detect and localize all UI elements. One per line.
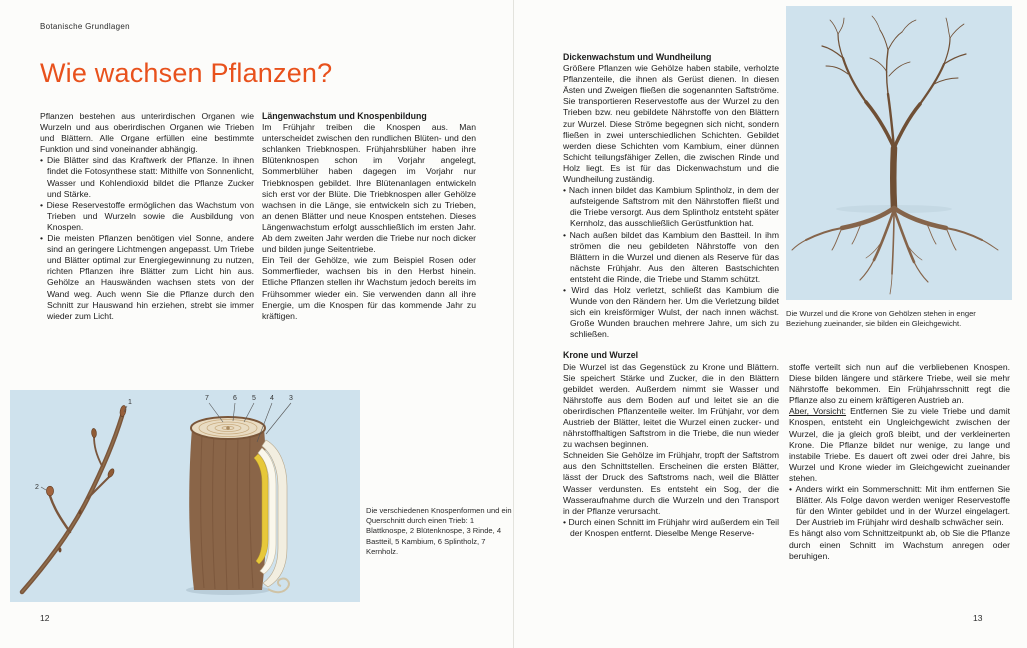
tree-branch: [889, 62, 910, 76]
diagram-number-1: 1: [128, 399, 132, 406]
rootlet: [832, 228, 842, 250]
tree-branch: [944, 38, 950, 64]
paragraph: Größere Pflanzen wie Gehölze haben stabile, verholzte Pflanzenteile, die ihnen als Gerüst dienen. In diesen Ästen und Zweigen fließen die sogenannten Saftströme. Sie transportieren Reservestoffe aus der Wurzel zu den Trieben bzw. neu gebildete Nährstoffe von den Blättern zur Wurzel. Diese Ströme begegnen sich nicht, sondern fließen in zwei unterschiedlichen Schichten. Gebildet werden diese Schichten vom Kambium, einer dünnen Schicht teilungsfähiger Zellen, die zwischen Rinde und Holz liegt. Es ist für das Dickenwachstum und die Wundheilung zuständig.: [563, 63, 779, 185]
intro-paragraph: Pflanzen bestehen aus unterirdischen Organen wie Wurzeln und aus oberirdischen Organen wie Trieben und Blättern. Alle Organe erfüllen eine bestimmte Funktion und sind voneinander abhängig.: [40, 111, 254, 155]
paragraph: Es hängt also vom Schnittzeitpunkt ab, ob Sie die Pflanze durch einen Schnitt im Wachstum anregen oder beruhigen.: [789, 528, 1010, 561]
twig-highlight: [22, 416, 122, 592]
paragraph: Schneiden Sie Gehölze im Frühjahr, tropft der Saftstrom aus den Schnittstellen. Erscheinen die ersten Blätter, lässt der Druck des Saftstroms nach, weil die Blätter Wasser verdunsten. Es entsteht ein Sog, der die Wasseraufnahme durch die Wurzeln und den Transport in der Pflanze verursacht.: [563, 450, 779, 516]
left-page-column-2: [262, 111, 476, 322]
twig-stem: [22, 416, 122, 592]
diagram-number-2: 2: [35, 484, 39, 491]
section-header: Botanische Grundlagen: [40, 22, 130, 31]
paragraph: Die Wurzel ist das Gegenstück zu Krone und Blättern. Sie speichert Stärke und Zucker, die in den Blättern gebildet werden. Außerdem nimmt sie Wasser und Nährstoffe aus dem Boden auf und leitet sie an die oberirdischen Pflanzenteile weiter. Im Frühjahr, vor dem Austrieb der Blätter, leitet die Wurzel einen zucker- und nährstoffhaltigen Saftstrom in die Triebe, die nun wieder zu wachsen beginnen.: [563, 361, 779, 450]
twig-with-buds-illustration: [22, 399, 132, 592]
tree-branch: [870, 58, 887, 72]
tree-with-roots-illustration: [786, 6, 1012, 300]
tree-trunk: [893, 148, 894, 208]
subheading: Längenwachstum und Knospenbildung: [262, 111, 427, 121]
bullet-item: • Anders wirkt ein Sommerschnitt: Mit ihm entfernen Sie Blätter. Als Folge davon werden weniger Reservestoffe für den Winter gebildet und in der Wurzel eingelagert. Der Austrieb im Frühjahr wird deshalb schwächer sein.: [789, 484, 1010, 528]
root: [890, 274, 892, 294]
leaf-bud: [107, 468, 116, 478]
bud-scale: [79, 510, 82, 515]
tree-branch: [826, 66, 848, 74]
twig-and-trunk-illustration: [10, 390, 360, 602]
tree-branch: [894, 104, 920, 148]
root: [892, 210, 894, 274]
paragraph: Im Frühjahr treiben die Knospen aus. Man unterscheidet zwischen den rundlichen Blüten- und den schlanken Triebknospen. Frühjahrsblüher haben ihre Blütenknospen schon im Vorjahr angelegt, Sommerblüher haben dagegen im Vorjahr nur Triebknospen gebildet. Ihre Blütenanlagen entwickeln sich erst vor der Blüte. Die Triebknospen aller Gehölze wachsen in die Länge, sie entwickeln sich zu Trieben, an denen Blätter und neue Knospen entstehen. Dieses Längenwachstum erfolgt ausschließlich im ersten Jahr. Ab dem zweiten Jahr werden die Triebe nur noch dicker und bilden junge Seitentriebe.: [262, 122, 476, 255]
tree-branch: [880, 30, 888, 50]
emphasis-underlined: Aber, Vorsicht:: [789, 406, 847, 417]
diagram-number-5: 5: [252, 395, 256, 402]
page-number-right: 13: [973, 613, 983, 623]
heartwood-center: [226, 426, 230, 430]
root: [914, 262, 928, 282]
tree-branch: [920, 64, 944, 104]
tree-twig: [902, 20, 916, 32]
root: [792, 240, 806, 250]
left-page-column-1: [40, 111, 254, 322]
diagram-number-4: 4: [270, 395, 274, 402]
diagram-number-7: 7: [205, 395, 209, 402]
trunk-cross-section-illustration: [186, 417, 289, 595]
paragraph: stoffe verteilt sich nun auf die verbliebenen Knospen. Diese bilden längere und stärkere Triebe, weil sie mehr Nährstoffe bekommen. Ein Frühjahrsschnitt regt die Pflanze also zu einem kräftigeren Austrieb an.: [789, 362, 1010, 406]
tree-twig: [950, 24, 964, 38]
label-leader-line: [41, 487, 46, 490]
tree-twig: [946, 18, 950, 38]
tree-crown: [822, 16, 966, 208]
tree-with-roots-illustration-panel: [786, 6, 1012, 300]
tree-twig: [872, 16, 880, 30]
paragraph: [789, 406, 1010, 484]
leaf-bud: [91, 428, 97, 438]
bullet-item: • Durch einen Schnitt im Frühjahr wird außerdem ein Teil der Knospen entfernt. Dieselbe Menge Reserve-: [563, 517, 779, 539]
bud-scale: [59, 548, 62, 553]
bullet-item: • Nach innen bildet das Kambium Splintholz, in dem der aufsteigende Saftstrom mit den Nährstoffen fließt und die Triebe versorgt. Aus dem Splintholz entsteht später Kernholz, das ausschließlich Gerüstfunktion hat.: [563, 185, 779, 229]
tree-branch: [843, 58, 866, 102]
page-number-left: 12: [40, 613, 50, 623]
twig-side-shoot: [94, 436, 102, 466]
twig-and-trunk-illustration-panel: [10, 390, 360, 602]
paragraph-text: Entfernen Sie zu viele Triebe und damit Knospen, entsteht ein Ungleichgewicht zwischen der Wurzel, die ja gleich groß bleibt, und der verkleinerten Krone. Die Pflanze bildet nur wenige, zu lange und instabile Triebe. Es dauert oft zwei oder drei Jahre, bis Wurzel und Krone wieder im Gleichgewicht zueinander stehen.: [789, 406, 1010, 483]
bullet-item: • Nach außen bildet das Kambium den Bastteil. In ihm strömen die neu gebildeten Nährstoffe von den Blättern in die Wurzel und dienen als Reserve für das nächste Frühjahr. Aus den älteren Bastschichten entsteht die Rinde, die Triebe und Stamm schützt.: [563, 230, 779, 285]
subheading: Dickenwachstum und Wundheilung: [563, 52, 712, 62]
rootlet: [946, 228, 956, 250]
illustration-caption: Die Wurzel und die Krone von Gehölzen stehen in enger Beziehung zueinander, sie bilden ein Gleichgewicht.: [786, 309, 976, 329]
page-title: Wie wachsen Pflanzen?: [40, 58, 333, 88]
right-page-column-1: [563, 52, 779, 539]
tree-twig: [838, 18, 844, 34]
label-leader-line: [266, 403, 291, 434]
root: [982, 240, 998, 250]
bullet-item: • Wird das Holz verletzt, schließt das Kambium die Wunde von den Rändern her. Um die Verletzung bildet sich ein kreisförmiger Wulst, der nach innen wächst. Große Wunden brauchen mehrere Jahre, um sich zu schließen.: [563, 285, 779, 340]
diagram-number-6: 6: [233, 395, 237, 402]
bullet-item: • Die Blätter sind das Kraftwerk der Pflanze. In ihnen findet die Fotosynthese statt: Mithilfe von Sonnenlicht, Wasser und Kohlendioxid bildet die Pflanze Zucker und Stärke.: [40, 155, 254, 199]
diagram-number-3: 3: [289, 395, 293, 402]
bullet-item: • Die meisten Pflanzen benötigen viel Sonne, andere sind an geringere Lichtmengen angepasst. Um Triebe und Blätter optimal zur Energiegewinnung zu nutzen, richten Pflanzen ihre Blätter zum Licht hin aus. Gehölze an Hauswänden wachsen stets von der Wand weg. Auch wenn Sie die Pflanze durch den Schnitt zur Hauswand hin erziehen, strebt sie immer wieder zum Licht.: [40, 233, 254, 322]
flower-bud: [46, 486, 53, 496]
right-page-column-2: [789, 362, 1010, 562]
illustration-caption: Die verschiedenen Knospenformen und ein Querschnitt durch einen Trieb: 1 Blattknospe, 2 Blütenknospe, 3 Rinde, 4 Bastteil, 5 Kambium, 6 Splintholz, 7 Kernholz.: [366, 506, 512, 556]
subheading: Krone und Wurzel: [563, 350, 639, 361]
terminal-bud: [119, 405, 127, 417]
tree-roots: [792, 208, 998, 294]
paragraph: Ein Teil der Gehölze, wie zum Beispiel Rosen oder Sommerflieder, wachsen bis in den Herbst hinein. Etliche Pflanzen stellen ihr Wachstum jedoch bereits im Frühsommer wieder ein. Sie verwenden dann all ihre Energie, um die Knospen für das kommende Jahr zu kräftigen.: [262, 255, 476, 321]
root: [806, 228, 842, 240]
bullet-item: • Diese Reservestoffe ermöglichen das Wachstum von Trieben und Wurzeln sowie die Ausbildung von Knospen.: [40, 200, 254, 233]
root: [946, 228, 982, 240]
root: [860, 260, 874, 280]
tree-branch: [888, 32, 902, 50]
tree-twig: [830, 20, 838, 34]
twig-side-shoot: [50, 496, 70, 532]
